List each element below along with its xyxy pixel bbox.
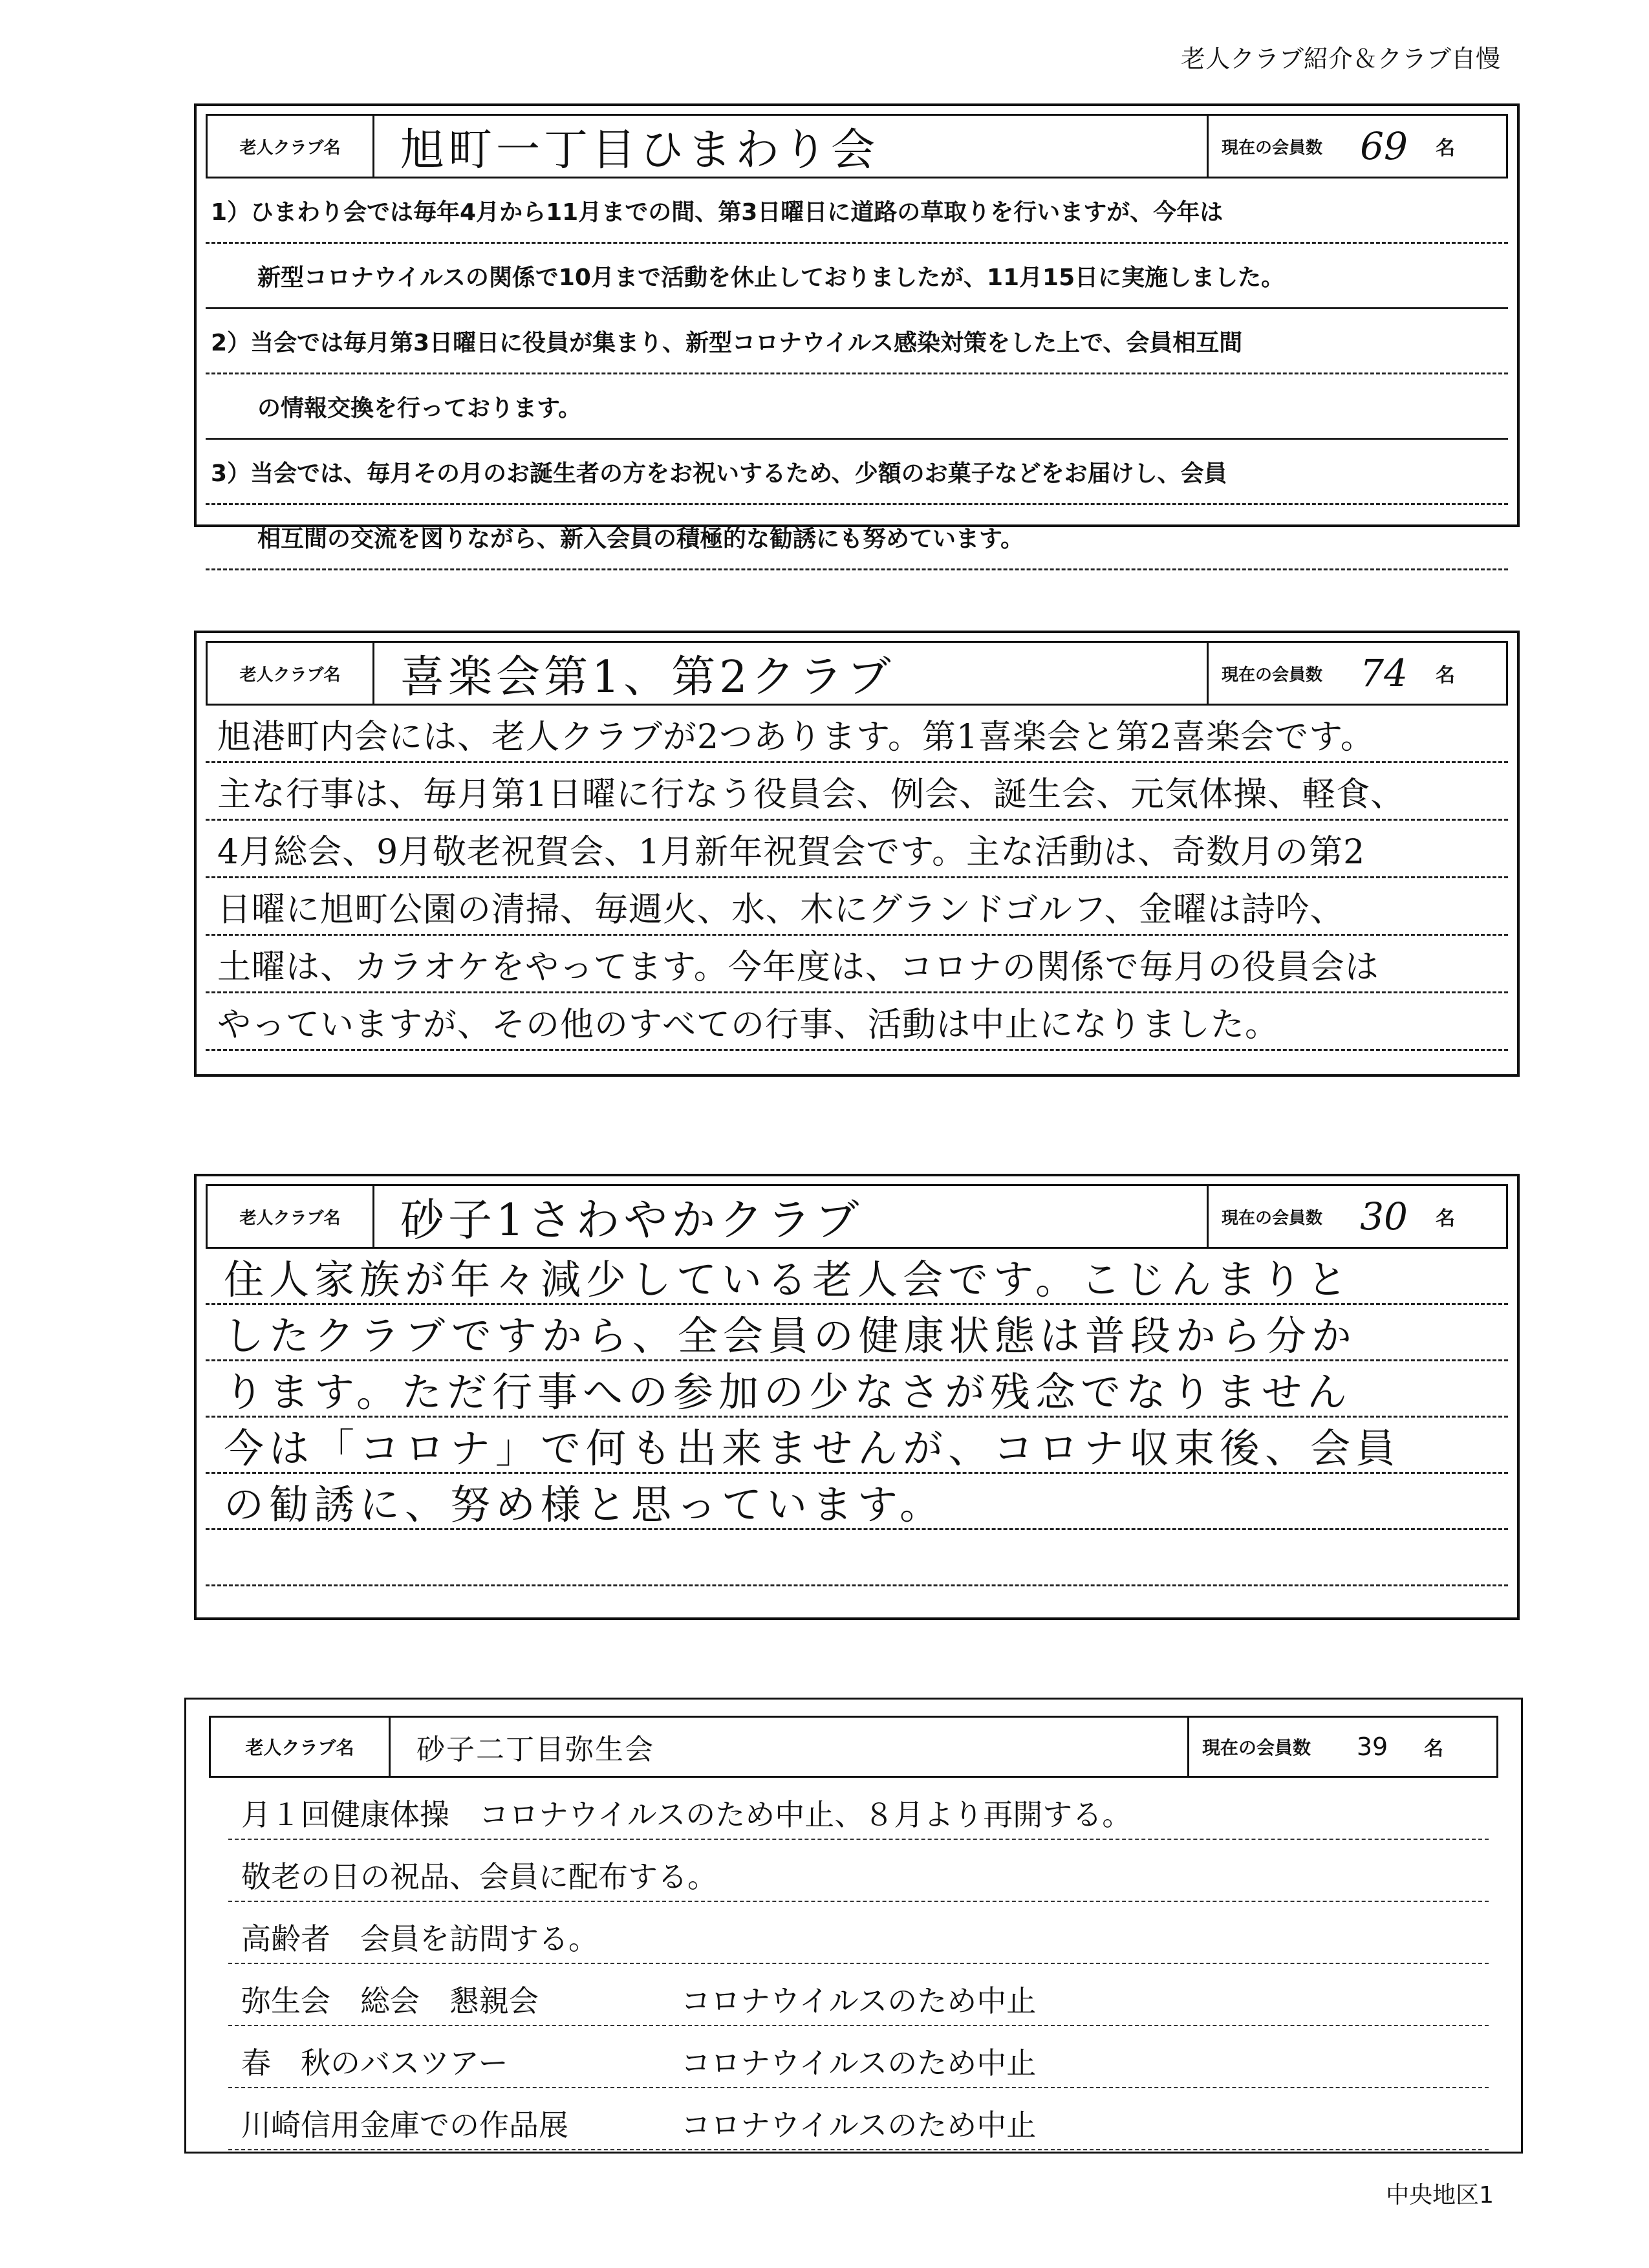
activity-item [228,1840,1489,1902]
description-line: 4月総会、9月敬老祝賀会、1月新年祝賀会です。主な活動は、奇数月の第2 [206,821,1508,878]
member-count-unit: 名 [1424,1738,1444,1760]
club-header [206,114,1508,178]
activity-name: 川崎信用金庫での作品展 [241,2108,568,2143]
activity-name: 弥生会 総会 懇親会 [241,1983,539,2018]
club-card-2 [194,631,1520,1077]
description-line: 日曜に旭町公園の清掃、毎週火、水、木にグランドゴルフ、金曜は詩吟、 [206,878,1508,936]
member-count-value: 30 [1360,1194,1408,1238]
activity-item [228,1778,1489,1840]
activity-item [228,1902,1489,1964]
description-line: 新型コロナウイルスの関係で10月まで活動を休止しておりましたが、11月15日に実施しました。 [206,244,1508,309]
club-name: 旭町一丁目ひまわり会 [374,116,1209,177]
club-description [206,178,1508,570]
activity-name: 春 秋のバスツアー [241,2046,508,2080]
club-card-4 [184,1698,1523,2154]
page-header-title: 老人クラブ紹介＆クラブ自慢 [1180,45,1500,73]
member-count-label: 現在の会員数 [1222,1208,1323,1228]
member-count-unit: 名 [1436,137,1456,160]
club-header [206,1184,1508,1249]
description-line: 土曜は、カラオケをやってます。今年度は、コロナの関係で毎月の役員会は [206,936,1508,993]
description-line: 相互間の交流を図りながら、新入会員の積極的な勧誘にも努めています。 [206,505,1508,570]
description-line: したクラブですから、全会員の健康状態は普段から分か [206,1305,1508,1361]
member-count-value: 39 [1356,1733,1388,1761]
description-line: 今は「コロナ」で何も出来ませんが、コロナ収束後、会員 [206,1418,1508,1474]
activity-status: コロナウイルスのため中止 [681,2046,1037,2080]
member-count-unit: 名 [1436,1207,1456,1230]
club-description [206,1249,1508,1586]
description-line: の勧誘に、努め様と思っています。 [206,1474,1508,1530]
member-count-value: 69 [1360,124,1408,168]
description-line: 住人家族が年々減少している老人会です。こじんまりと [206,1249,1508,1305]
club-card-3 [194,1174,1520,1620]
club-name-label: 老人クラブ名 [211,1718,391,1776]
club-card-1 [194,103,1520,552]
member-count-field [1209,643,1506,704]
club-header [209,1716,1498,1778]
description-line: 1）ひまわり会では毎年4月から11月までの間、第3日曜日に道路の草取りを行いますが、今年は [206,178,1508,244]
club-name-label: 老人クラブ名 [208,116,374,177]
description-line: 旭港町内会には、老人クラブが2つあります。第1喜楽会と第2喜楽会です。 [206,706,1508,763]
description-line: 主な行事は、毎月第1日曜に行なう役員会、例会、誕生会、元気体操、軽食、 [206,763,1508,821]
club-name: 喜楽会第1、第2クラブ [374,643,1209,704]
description-line: 3）当会では、毎月その月のお誕生者の方をお祝いするため、少額のお菓子などをお届けし、会員 [206,440,1508,505]
activity-name: 敬老の日の祝品、会員に配布する。 [241,1859,717,1894]
club-name-label: 老人クラブ名 [208,643,374,704]
description-line: ります。ただ行事への参加の少なさが残念でなりません [206,1361,1508,1418]
club-description [206,706,1508,1051]
activity-name: 高齢者 会員を訪問する。 [241,1921,598,1956]
member-count-label: 現在の会員数 [1202,1737,1311,1758]
activity-item [228,1964,1489,2026]
description-line: の情報交換を行っております。 [206,374,1508,440]
page-footer-label: 中央地区1 [1386,2182,1494,2209]
activity-name: 月１回健康体操 コロナウイルスのため中止、８月より再開する。 [241,1797,1132,1832]
member-count-field [1209,116,1506,177]
club-activity-list [228,1778,1489,2150]
activity-status: コロナウイルスのため中止 [681,1983,1037,2018]
member-count-value: 74 [1360,651,1408,695]
club-name: 砂子二丁目弥生会 [391,1718,1189,1776]
club-name: 砂子1さわやかクラブ [374,1186,1209,1247]
member-count-unit: 名 [1436,664,1456,687]
description-line [206,1530,1508,1586]
description-line: 2）当会では毎月第3日曜日に役員が集まり、新型コロナウイルス感染対策をした上で、会員相互間 [206,309,1508,374]
activity-item [228,2088,1489,2150]
description-line: やっていますが、その他のすべての行事、活動は中止になりました。 [206,993,1508,1051]
member-count-field [1189,1718,1496,1776]
member-count-label: 現在の会員数 [1222,138,1323,158]
member-count-label: 現在の会員数 [1222,665,1323,685]
member-count-field [1209,1186,1506,1247]
club-name-label: 老人クラブ名 [208,1186,374,1247]
club-header [206,641,1508,706]
activity-status: コロナウイルスのため中止 [681,2108,1037,2143]
activity-item [228,2026,1489,2088]
